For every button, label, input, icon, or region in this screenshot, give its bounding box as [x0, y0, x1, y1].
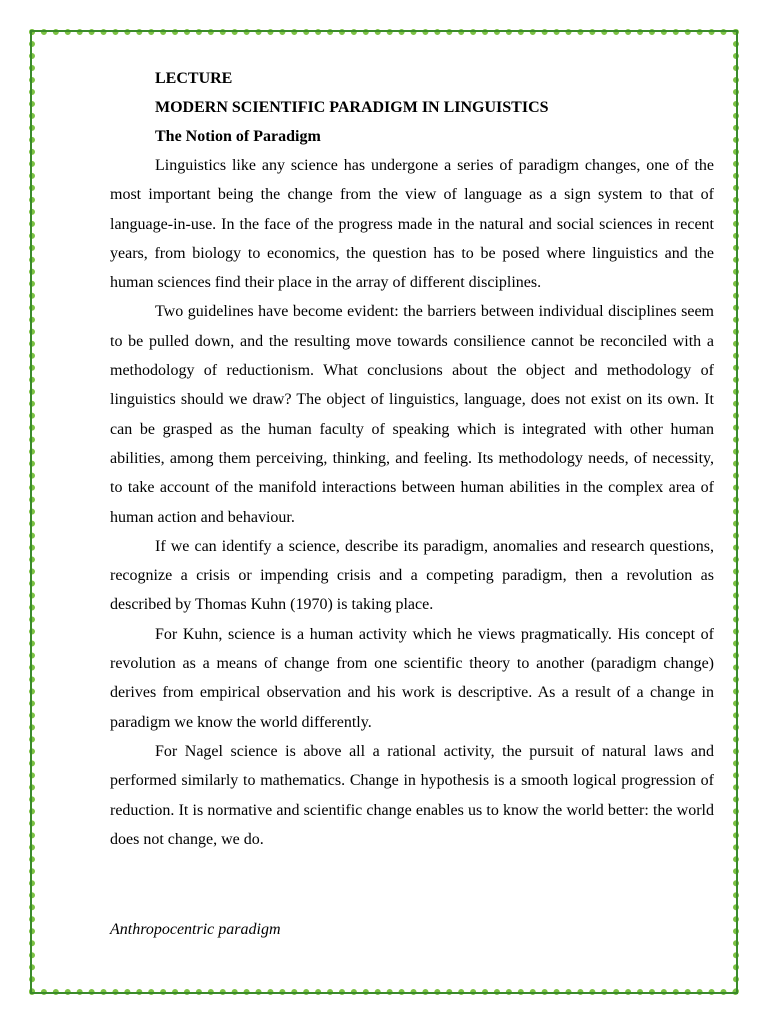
lecture-label: LECTURE [155, 70, 233, 87]
document-title: MODERN SCIENTIFIC PARADIGM IN LINGUISTICS [155, 99, 549, 116]
section-heading: The Notion of Paradigm [155, 128, 321, 145]
paragraph-1: Linguistics like any science has undergone a series of paradigm changes, one of the most important being the change from the view of language as a sign system to that of language-in-use. In the face of the progress made in the natural and social sciences in recent years, from biology to economics, the question has to be posed where linguistics and the human sciences find their place in the array of different disciplines. [110, 157, 714, 292]
paragraph-3: If we can identify a science, describe its paradigm, anomalies and research questions, recognize a crisis or impending crisis and a competing paradigm, then a revolution as described by Thomas Kuhn (1970) is taking place. [110, 537, 714, 614]
paragraph-5: For Nagel science is above all a rational activity, the pursuit of natural laws and performed similarly to mathematics. Change in hypothesis is a smooth logical progression of reduction. It is normative and scientific change enables us to know the world better: the world does not change, we do. [110, 742, 714, 848]
next-section-heading: Anthropocentric paradigm [110, 921, 281, 938]
paragraph-2: Two guidelines have become evident: the barriers between individual disciplines seem to be pulled down, and the resulting move towards consilience cannot be reconciled with a methodology of reductionism. What conclusions about the object and methodology of linguistics should we draw? The object of linguistics, language, does not exist on its own. It can be grasped as the human faculty of speaking which is integrated with other human abilities, among them perceiving, thinking, and feeling. Its methodology needs, of necessity, to take account of the manifold interactions between human abilities in the complex area of human action and behaviour. [110, 303, 714, 526]
document-body [110, 64, 714, 854]
paragraph-4: For Kuhn, science is a human activity which he views pragmatically. His concept of revolution as a means of change from one scientific theory to another (paradigm change) derives from empirical observation and his work is descriptive. As a result of a change in paradigm we know the world differently. [110, 625, 714, 731]
